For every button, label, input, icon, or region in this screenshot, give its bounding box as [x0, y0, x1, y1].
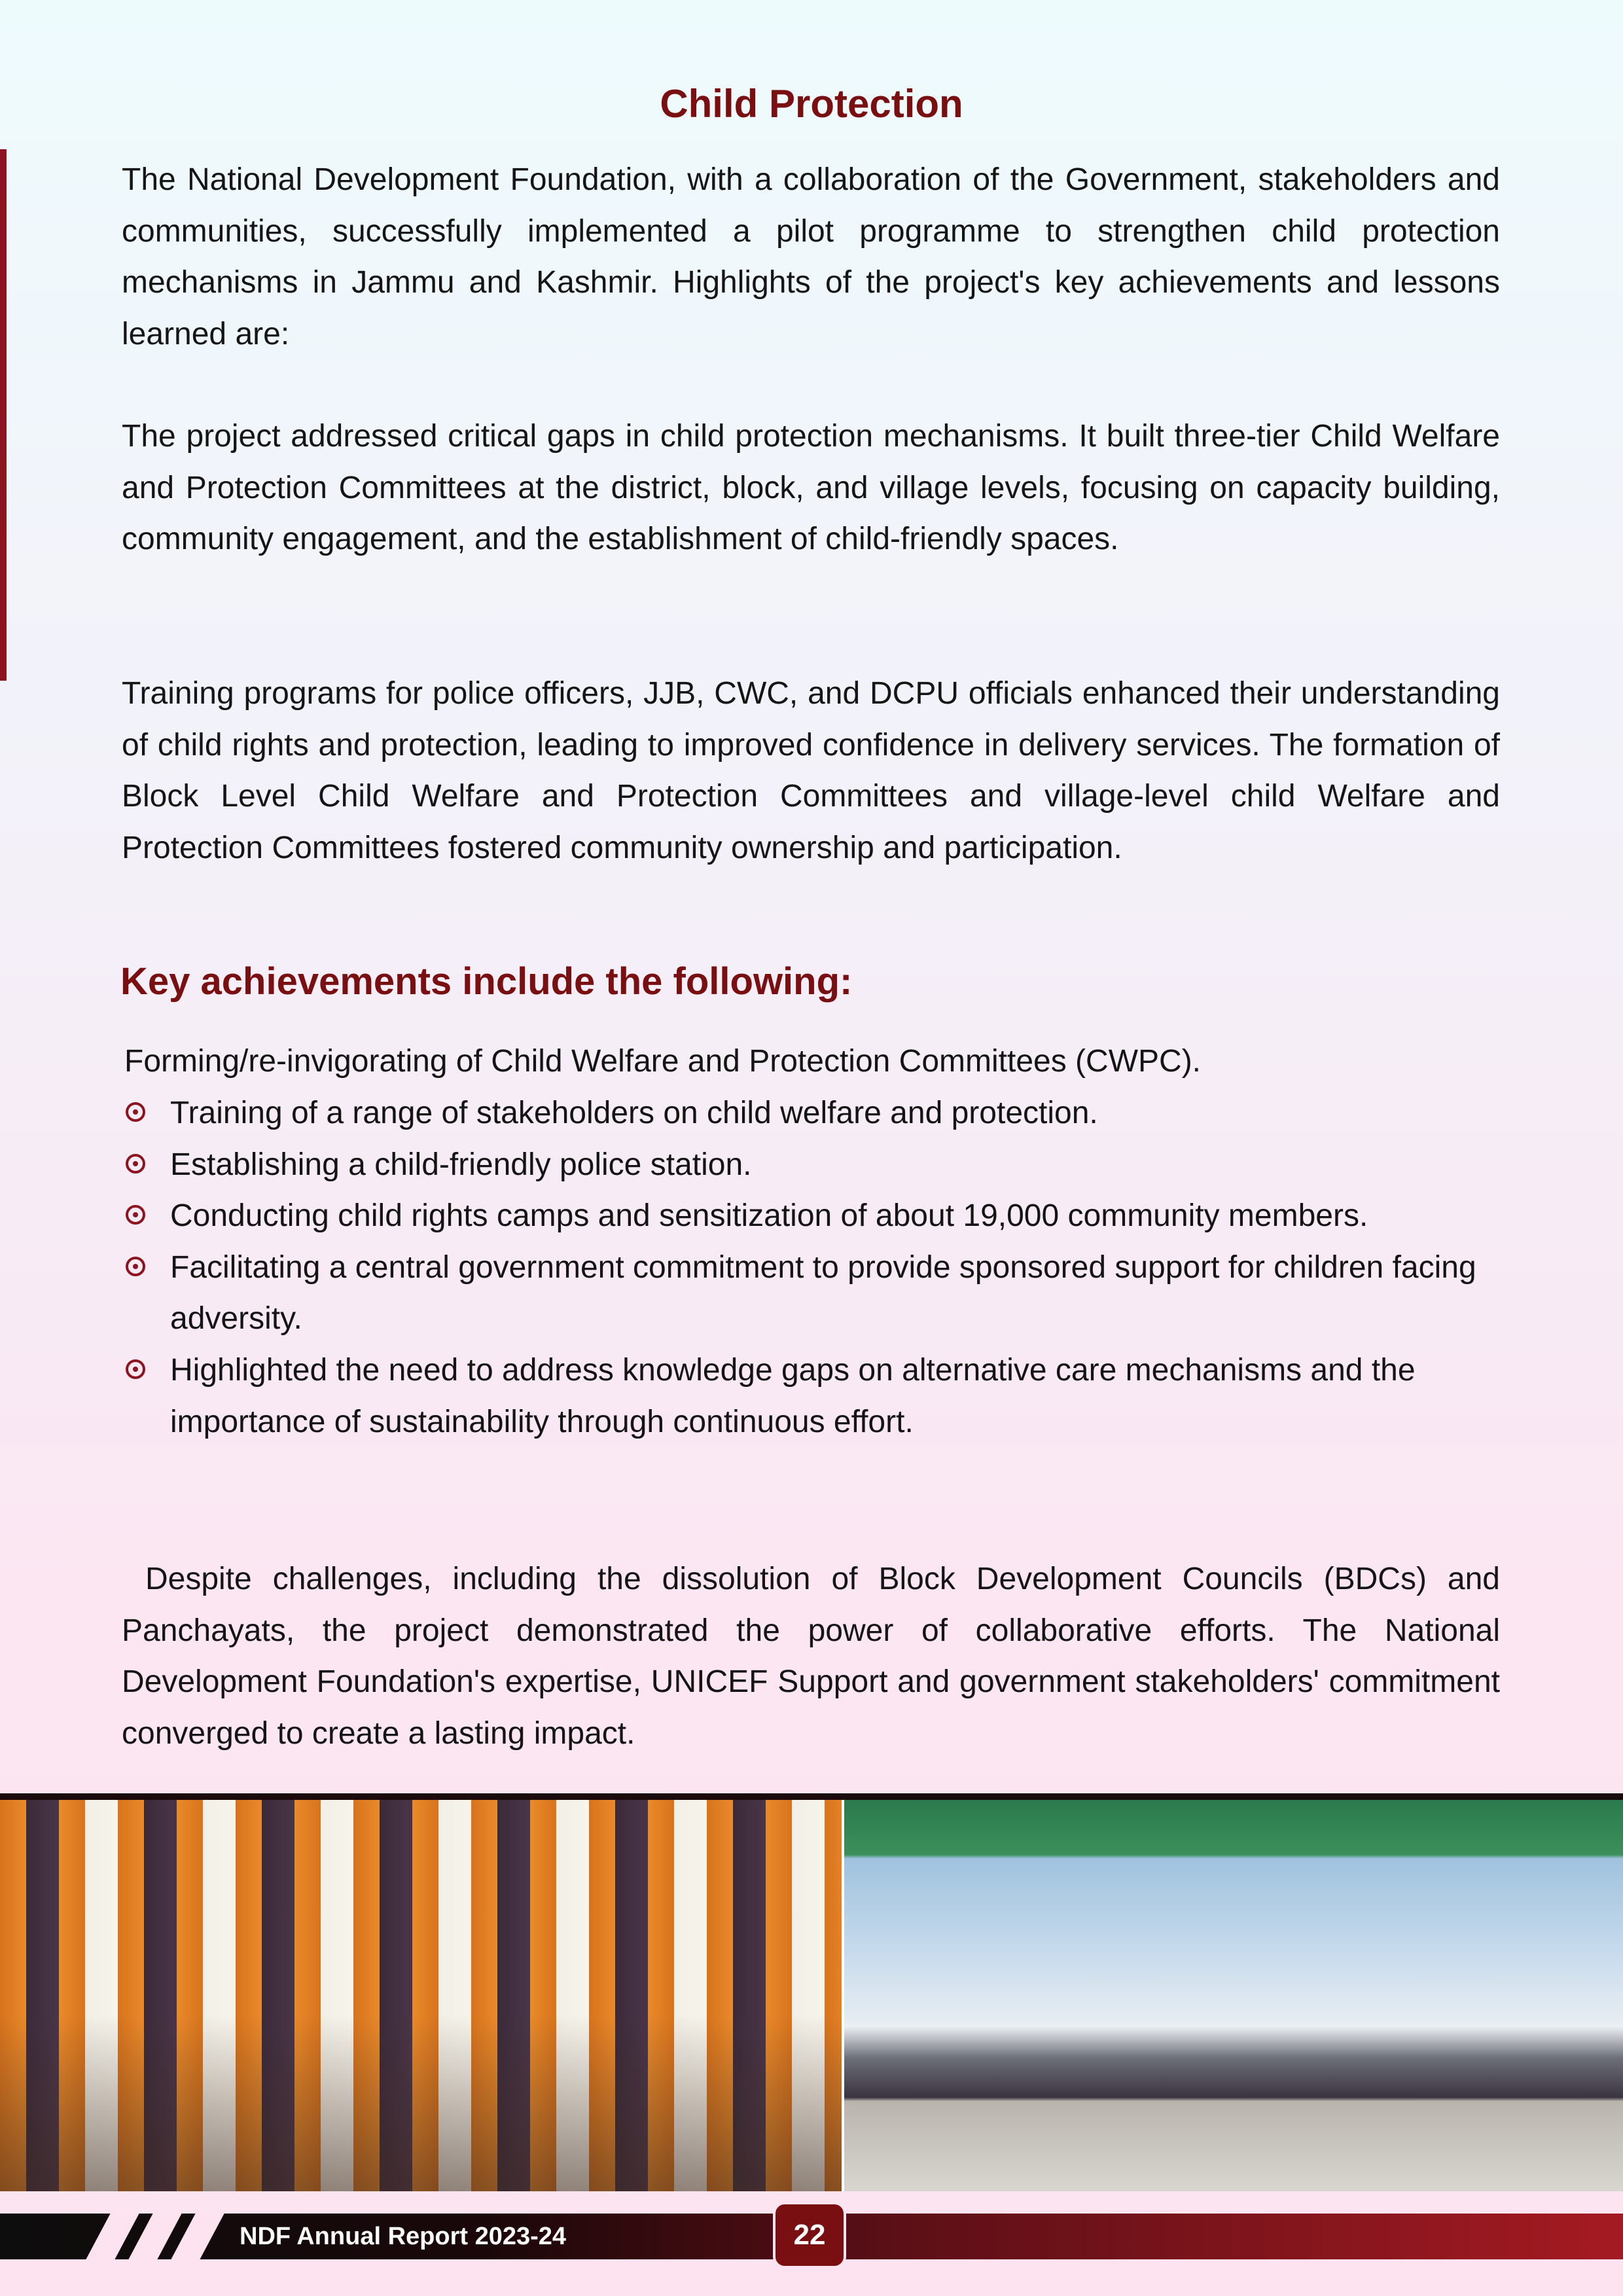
achievements-heading: Key achievements include the following:	[120, 960, 853, 1003]
circle-bullet-icon	[126, 1154, 145, 1174]
achievements-list	[124, 1088, 1499, 1448]
page-title: Child Protection	[660, 82, 963, 126]
left-accent-bar	[0, 149, 7, 681]
list-item	[124, 1191, 1499, 1242]
list-item	[124, 1139, 1499, 1191]
list-item-text: Conducting child rights camps and sensitization of about 19,000 community members.	[170, 1198, 1368, 1234]
achievements-intro: Forming/re-invigorating of Child Welfare and Protection Committees (CWPC).	[124, 1044, 1202, 1079]
list-item-text: Facilitating a central government commitment to provide sponsored support for children facing adversity.	[170, 1249, 1476, 1336]
gaps-paragraph: The project addressed critical gaps in child protection mechanisms. It built three-tier Child Welfare and Protection Committees at the district, block, and village levels, focusing on capacity building, community engagement, and the establishment of child-friendly spaces.	[122, 419, 1500, 557]
page-number: 22	[773, 2202, 846, 2269]
circle-bullet-icon	[126, 1205, 145, 1225]
footer-report-name: NDF Annual Report 2023-24	[240, 2223, 567, 2250]
list-item-text: Training of a range of stakeholders on child welfare and protection.	[170, 1096, 1098, 1130]
training-session-photo	[0, 1800, 842, 2191]
list-item	[124, 1242, 1499, 1345]
list-item	[124, 1088, 1499, 1139]
intro-paragraph: The National Development Foundation, with a collaboration of the Government, stakeholders and communities, successfully implemented a pilot programme to strengthen child protection mechanisms in Jammu and Kashmir. Highlights of the project's key achievements and lessons learned are:	[122, 162, 1500, 351]
training-paragraph: Training programs for police officers, JJB, CWC, and DCPU officials enhanced their understanding of child rights and protection, leading to improved confidence in delivery services. The formation of Block Level Child Welfare and Protection Committees and village-level child Welfare and Protection Committees fostered community ownership and participation.	[122, 676, 1500, 865]
circle-bullet-icon	[126, 1102, 145, 1122]
photo-band-divider	[0, 1793, 1623, 1800]
circle-bullet-icon	[126, 1257, 145, 1276]
circle-bullet-icon	[126, 1359, 145, 1379]
list-item	[124, 1345, 1499, 1448]
community-camp-photo	[844, 1800, 1623, 2191]
closing-paragraph: Despite challenges, including the dissolution of Block Development Councils (BDCs) and Panchayats, the project demonstrated the power of collaborative efforts. The National Development Foundation's expertise, UNICEF Support and government stakeholders' commitment converged to create a lasting impact.	[122, 1562, 1500, 1751]
list-item-text: Establishing a child-friendly police station.	[170, 1147, 752, 1182]
list-item-text: Highlighted the need to address knowledge gaps on alternative care mechanisms and the importance of sustainability through continuous effort.	[170, 1352, 1416, 1439]
